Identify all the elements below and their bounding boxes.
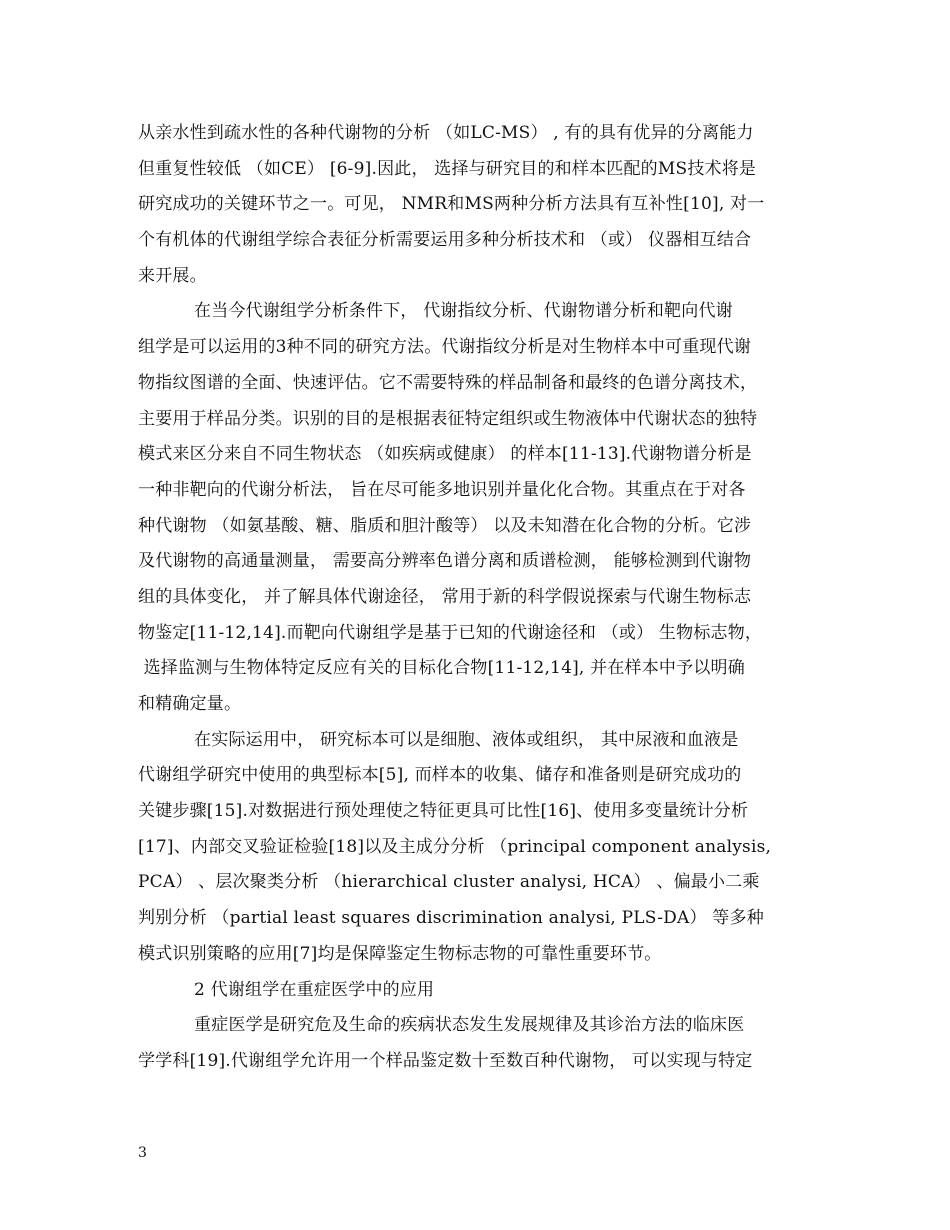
text-line: 学学科[19].代谢组学允许用一个样品鉴定数十至数百种代谢物， 可以实现与特定 bbox=[138, 1050, 753, 1071]
text-line: [17]、内部交叉验证检验[18]以及主成分分析 （principal component analysis, bbox=[138, 836, 772, 857]
text-line: 物指纹图谱的全面、快速评估。它不需要特殊的样品制备和最终的色谱分离技术， bbox=[138, 372, 758, 393]
text-line: 从亲水性到疏水性的各种代谢物的分析 （如LC-MS） , 有的具有优异的分离能力 bbox=[138, 123, 754, 143]
text-line: 一种非靶向的代谢分析法， 旨在尽可能多地识别并量化化合物。其重点在于对各 bbox=[138, 479, 746, 500]
text-line: 代谢组学研究中使用的典型标本[5], 而样本的收集、储存和准备则是研究成功的 bbox=[138, 765, 742, 786]
text-line: 判别分析 （partial least squares discrimination analysi, PLS-DA） 等多种 bbox=[138, 908, 764, 929]
text-line: 主要用于样品分类。识别的目的是根据表征特定组织或生物液体中代谢状态的独特 bbox=[138, 408, 758, 429]
page-number: 3 bbox=[138, 1145, 147, 1161]
text-line: 但重复性较低 （如CE） [6-9].因此， 选择与研究目的和样本匹配的MS技术将是 bbox=[138, 158, 757, 179]
body-text bbox=[138, 116, 814, 1080]
text-line: 物鉴定[11-12,14].而靶向代谢组学是基于已知的代谢途径和 （或） 生物标志物， bbox=[138, 622, 763, 643]
text-line: 关键步骤[15].对数据进行预处理使之特征更具可比性[16]、使用多变量统计分析 bbox=[138, 801, 749, 822]
section-heading: 2 代谢组学在重症医学中的应用 bbox=[138, 979, 435, 1000]
text-line: 研究成功的关键环节之一。可见， NMR和MS两种分析方法具有互补性[10], 对一 bbox=[138, 194, 765, 215]
text-line: 选择监测与生物体特定反应有关的目标化合物[11-12,14], 并在样本中予以明确 bbox=[138, 658, 745, 679]
text-line: 模式来区分来自不同生物状态 （如疾病或健康） 的样本[11-13].代谢物谱分析是 bbox=[138, 444, 752, 465]
text-line: 重症医学是研究危及生命的疾病状态发生发展规律及其诊治方法的临床医 bbox=[138, 1015, 745, 1036]
text-line: 在当今代谢组学分析条件下， 代谢指纹分析、代谢物谱分析和靶向代谢 bbox=[138, 301, 733, 322]
text-line: 来开展。 bbox=[138, 265, 207, 286]
text-line: 组的具体变化， 并了解具体代谢途径， 常用于新的科学假说探索与代谢生物标志 bbox=[138, 586, 752, 607]
text-line: 组学是可以运用的3种不同的研究方法。代谢指纹分析是对生物样本中可重现代谢 bbox=[138, 337, 752, 358]
text-line: 和精确定量。 bbox=[138, 694, 242, 714]
text-line: 在实际运用中， 研究标本可以是细胞、液体或组织， 其中尿液和血液是 bbox=[138, 729, 739, 750]
text-line: PCA） 、层次聚类分析 （hierarchical cluster analysi, HCA） 、偏最小二乘 bbox=[138, 872, 760, 893]
text-line: 及代谢物的高通量测量， 需要高分辨率色谱分离和质谱检测， 能够检测到代谢物 bbox=[138, 551, 752, 572]
text-line: 个有机体的代谢组学综合表征分析需要运用多种分析技术和 （或） 仪器相互结合 bbox=[138, 230, 752, 251]
text-line: 种代谢物 （如氨基酸、糖、脂质和胆汁酸等） 以及未知潜在化合物的分析。它涉 bbox=[138, 515, 752, 536]
text-line: 模式识别策略的应用[7]均是保障鉴定生物标志物的可靠性重要环节。 bbox=[138, 943, 662, 964]
